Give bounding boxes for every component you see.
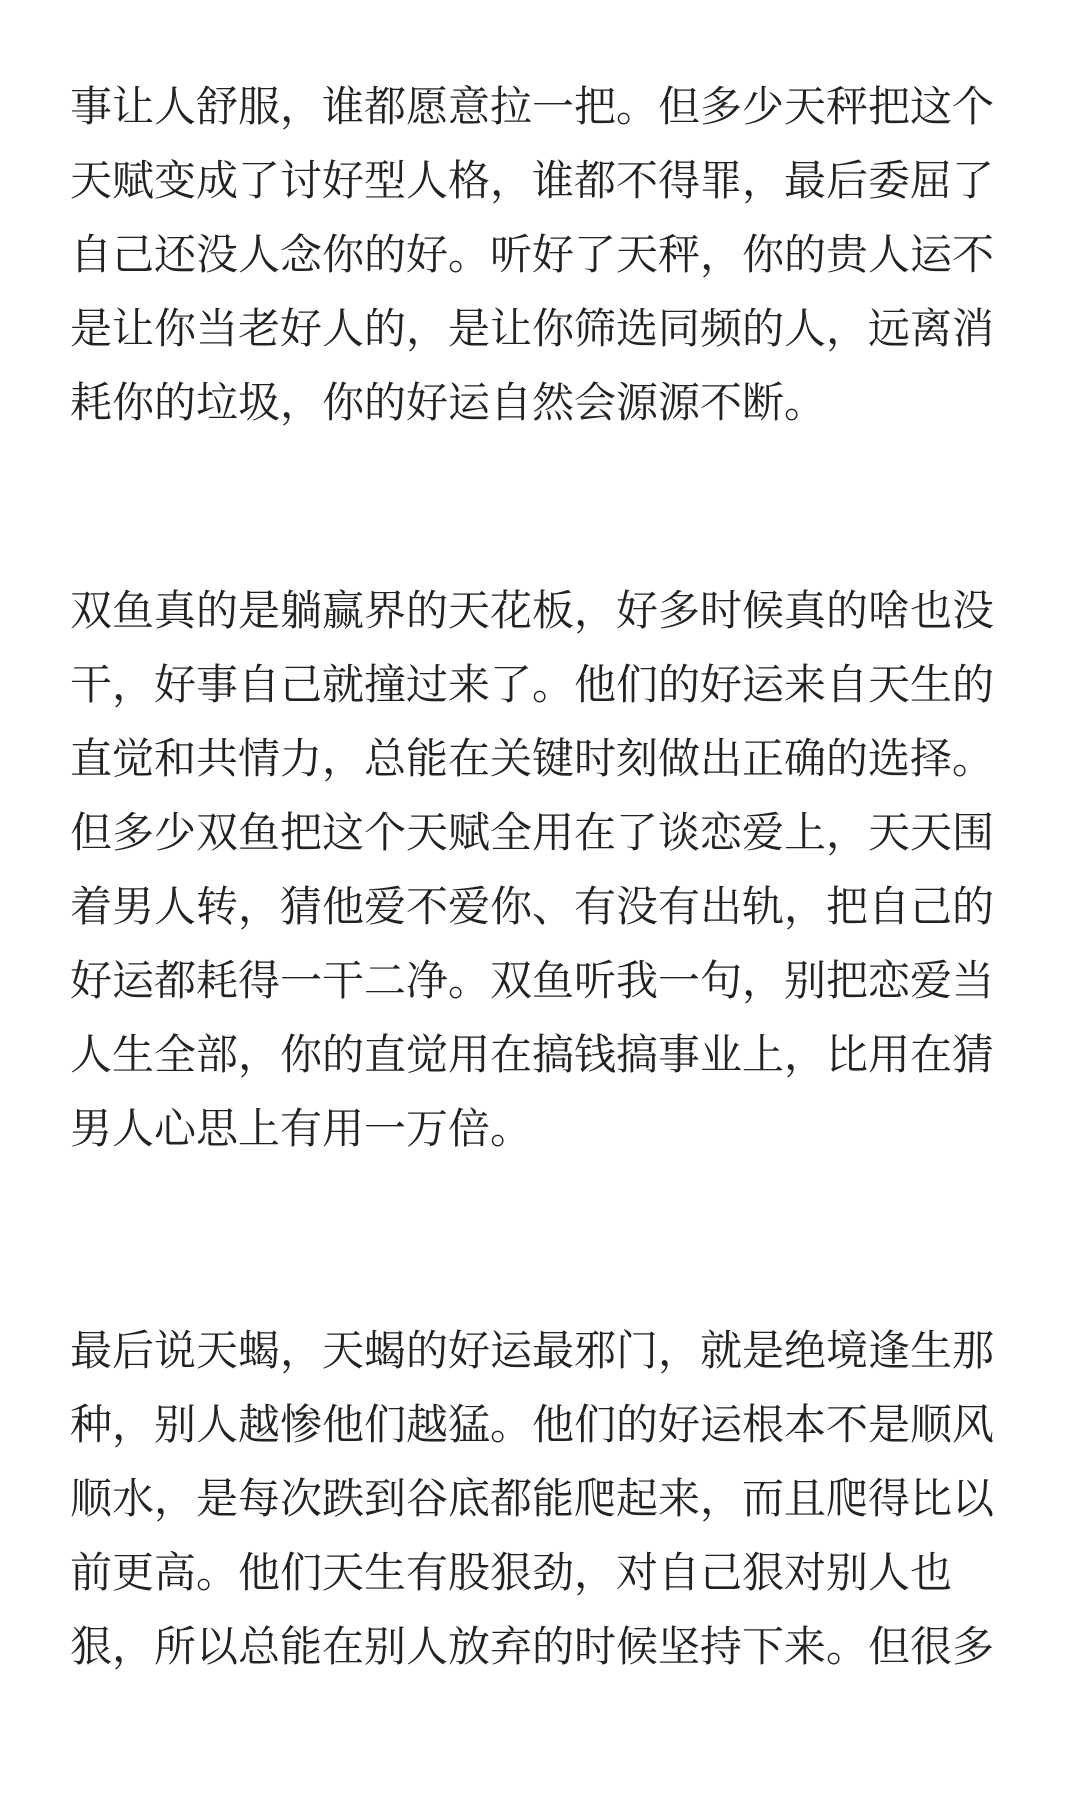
text-line: 顺水，是每次跌到谷底都能爬起来，而且爬得比以 [70,1474,995,1523]
text-line: 种，别人越惨他们越猛。他们的好运根本不是顺风 [70,1400,995,1449]
text-line: 事让人舒服，谁都愿意拉一把。但多少天秤把这个 [70,82,995,131]
text-line: 最后说天蝎，天蝎的好运最邪门，就是绝境逢生那 [70,1326,995,1375]
text-line: 双鱼真的是躺赢界的天花板，好多时候真的啥也没 [70,586,995,635]
text-line: 自己还没人念你的好。听好了天秤，你的贵人运不 [70,230,995,279]
text-line: 但多少双鱼把这个天赋全用在了谈恋爱上，天天围 [70,808,995,857]
text-line: 干，好事自己就撞过来了。他们的好运来自天生的 [70,660,995,709]
paragraph-scorpio [70,1314,994,1684]
text-line: 好运都耗得一干二净。双鱼听我一句，别把恋爱当 [70,956,995,1005]
text-line: 耗你的垃圾，你的好运自然会源源不断。 [70,378,827,427]
text-line: 是让你当老好人的，是让你筛选同频的人，远离消 [70,304,995,353]
paragraph-pisces [70,574,994,1166]
text-line: 着男人转，猜他爱不爱你、有没有出轨，把自己的 [70,882,995,931]
text-line: 前更高。他们天生有股狠劲，对自己狠对别人也 [70,1548,953,1597]
text-line: 男人心思上有用一万倍。 [70,1104,533,1153]
paragraph-libra [70,70,994,440]
text-line: 直觉和共情力，总能在关键时刻做出正确的选择。 [70,734,995,783]
text-line: 天赋变成了讨好型人格，谁都不得罪，最后委屈了 [70,156,995,205]
text-line: 人生全部，你的直觉用在搞钱搞事业上，比用在猜 [70,1030,995,1079]
text-line: 狠，所以总能在别人放弃的时候坚持下来。但很多 [70,1622,995,1671]
